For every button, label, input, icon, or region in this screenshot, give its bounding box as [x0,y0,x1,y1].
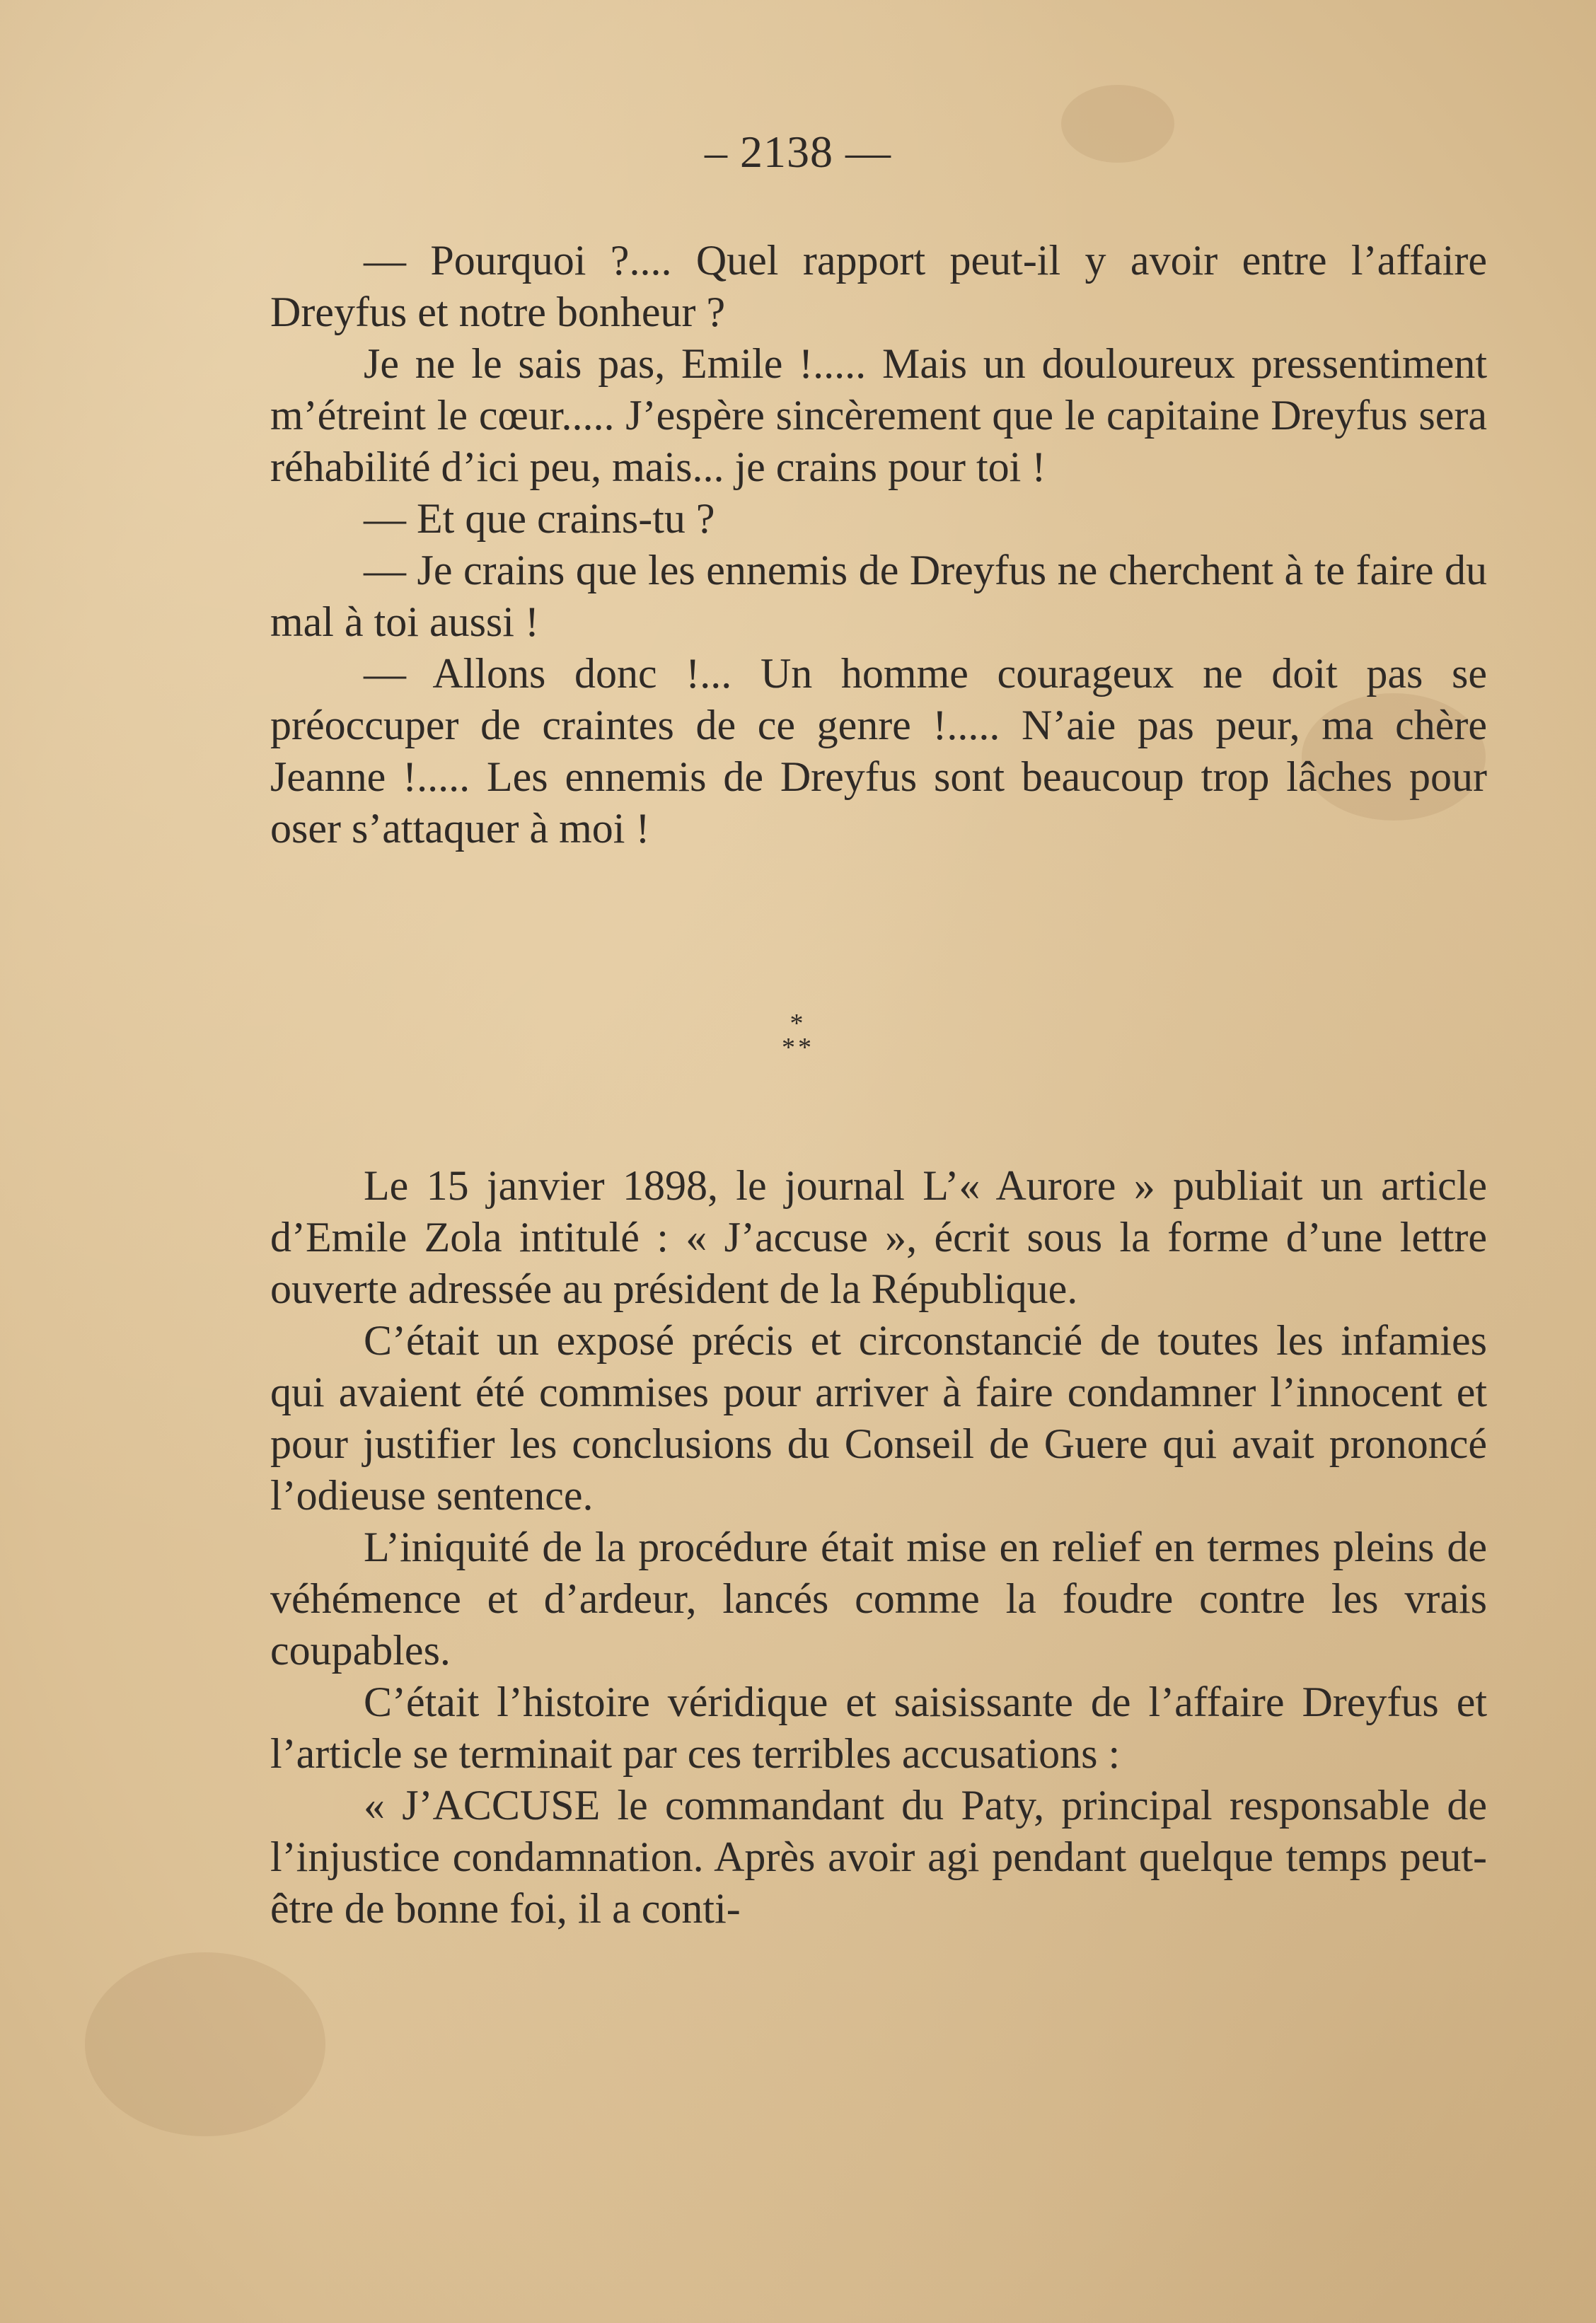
narrative-paragraph: L’iniquité de la procédure était mise en relief en termes pleins de véhémence et d’ardeur, lancés comme la foudre contre les vrais coupables. [270,1524,1487,1674]
dialogue-paragraph: — Allons donc !... Un homme courageux ne doit pas se préoccuper de craintes de ce genre !..... N’aie pas peur, ma chère Jeanne !..... Les ennemis de Dreyfus sont beaucoup trop lâches pour oser s’attaquer à moi ! [270,650,1487,852]
narrative-paragraph: « J’ACCUSE le commandant du Paty, principal responsable de l’injustice condamnation. Après avoir agi pendant quelque temps peut-être de bonne foi, il a conti- [270,1782,1487,1932]
dialogue-section [270,235,1487,855]
narrative-paragraph: C’était l’histoire véridique et saisissante de l’affaire Dreyfus et l’article se terminait par ces terribles accusations : [270,1679,1487,1777]
paper-stain [85,1952,325,2136]
dialogue-paragraph: Je ne le sais pas, Emile !..... Mais un douloureux pressentiment m’étreint le cœur..... J’espère sincèrement que le capitaine Dreyfus sera réhabilité d’ici peu, mais... je crains pour toi ! [270,340,1487,490]
dialogue-paragraph: — Et que crains-tu ? [364,495,715,542]
narrative-paragraph: Le 15 janvier 1898, le journal L’« Aurore » publiait un article d’Emile Zola intitulé : « J’accuse », écrit sous la forme d’une lettre ouverte adressée au président de la République. [270,1162,1487,1312]
narrative-section [270,1160,1487,1935]
separator-bottom-stars: ** [782,1033,814,1062]
narrative-paragraph: C’était un exposé précis et circonstancié de toutes les infamies qui avaient été commises pour arriver à faire condamner l’innocent et pour justifier les conclusions du Conseil de Guere qui avait prononcé l’odieuse sentence. [270,1317,1487,1519]
page-number: – 2138 — [705,127,891,177]
dialogue-paragraph: — Je crains que les ennemis de Dreyfus ne cherchent à te faire du mal à toi aussi ! [270,547,1487,645]
section-separator [0,1009,1596,1062]
dialogue-paragraph: — Pourquoi ?.... Quel rapport peut-il y avoir entre l’affaire Dreyfus et notre bonheur ? [270,237,1487,335]
separator-top-star: * [790,1009,806,1038]
